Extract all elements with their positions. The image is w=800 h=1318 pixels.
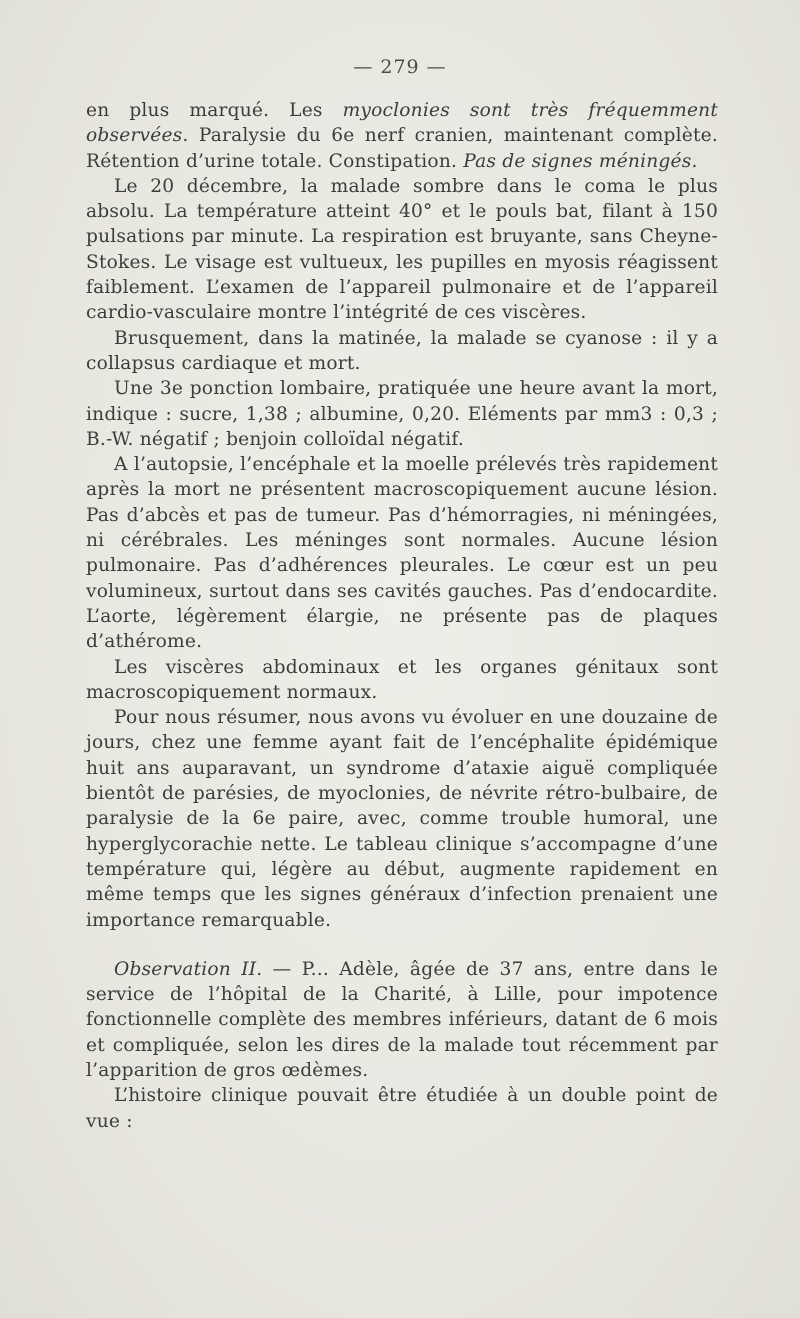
paragraph-2	[86, 174, 718, 326]
text-segment: A l’autopsie, l’encéphale et la moelle prélevés très rapidement après la mort ne présentent macroscopiquement aucune lésion. Pas d’abcès et pas de tumeur. Pas d’hémorragies, ni méningées, ni cérébrales. Les méninges sont normales. Aucune lésion pulmonaire. Pas d’adhérences pleurales. Le cœur est un peu volumineux, surtout dans ses cavités gauches. Pas d’endocardite. L’aorte, légèrement élargie, ne présente pas de plaques d’athérome.	[86, 454, 718, 653]
page-number: — 279 —	[353, 56, 447, 78]
text-segment: Une 3e ponction lombaire, pratiquée une heure avant la mort, indique : sucre, 1,38 ; albumine, 0,20. Eléments par mm3 : 0,3 ; B.-W. négatif ; benjoin colloïdal négatif.	[86, 378, 718, 450]
text-segment-italic: Pas de signes méningés.	[463, 150, 698, 172]
paragraph-3	[86, 326, 718, 377]
text-segment: en plus marqué. Les	[86, 100, 343, 121]
paragraph-8	[86, 957, 718, 1083]
text-segment: — P... Adèle, âgée de 37 ans, entre dans le service de l’hôpital de la Charité, à Lille, pour impotence fonctionnelle complète des membres inférieurs, datant de 6 mois et compliquée, selon les dires de la malade tout récemment par l’apparition de gros œdèmes.	[86, 958, 718, 1081]
text-segment: Les viscères abdominaux et les organes génitaux sont macroscopiquement normaux.	[86, 656, 718, 703]
text-segment: Le 20 décembre, la malade sombre dans le coma le plus absolu. La température atteint 40° et le pouls bat, filant à 150 pulsations par minute. La respiration est bruyante, sans Cheyne-Stokes. Le visage est vultueux, les pupilles en myosis réagissent faiblement. L’examen de l’appareil pulmonaire et de l’appareil cardio-vasculaire montre l’intégrité de ces viscères.	[86, 175, 718, 324]
text-segment-italic: myoclonies sont très fréquemment observées.	[86, 100, 718, 147]
text-segment: Pour nous résumer, nous avons vu évoluer en une douzaine de jours, chez une femme ayant fait de l’encéphalite épidémique huit ans auparavant, un syndrome d’ataxie aiguë compliquée bientôt de parésies, de myoclonies, de névrite rétro-bulbaire, de paralysie de la 6e paire, avec, comme trouble humoral, une hyperglycorachie nette. Le tableau clinique s’accompagne d’une température qui, légère au début, augmente rapidement en même temps que les signes généraux d’infection prenaient une importance remarquable.	[86, 707, 718, 931]
paragraph-9	[86, 1083, 718, 1134]
paragraph-6	[86, 655, 718, 706]
paragraph-7	[86, 705, 718, 933]
paragraph-4	[86, 376, 718, 452]
text-segment: L’histoire clinique pouvait être étudiée à un double point de vue :	[86, 1085, 718, 1132]
observation-heading: Observation II.	[114, 958, 263, 980]
text-segment: Paralysie du 6e nerf cranien, maintenant complète. Rétention d’urine totale. Constipation.	[86, 125, 718, 172]
text-segment: Brusquement, dans la matinée, la malade se cyanose : il y a collapsus cardiaque et mort.	[86, 327, 718, 374]
body-text	[86, 98, 718, 1134]
paragraph-5	[86, 452, 718, 654]
paragraph-1	[86, 98, 718, 174]
